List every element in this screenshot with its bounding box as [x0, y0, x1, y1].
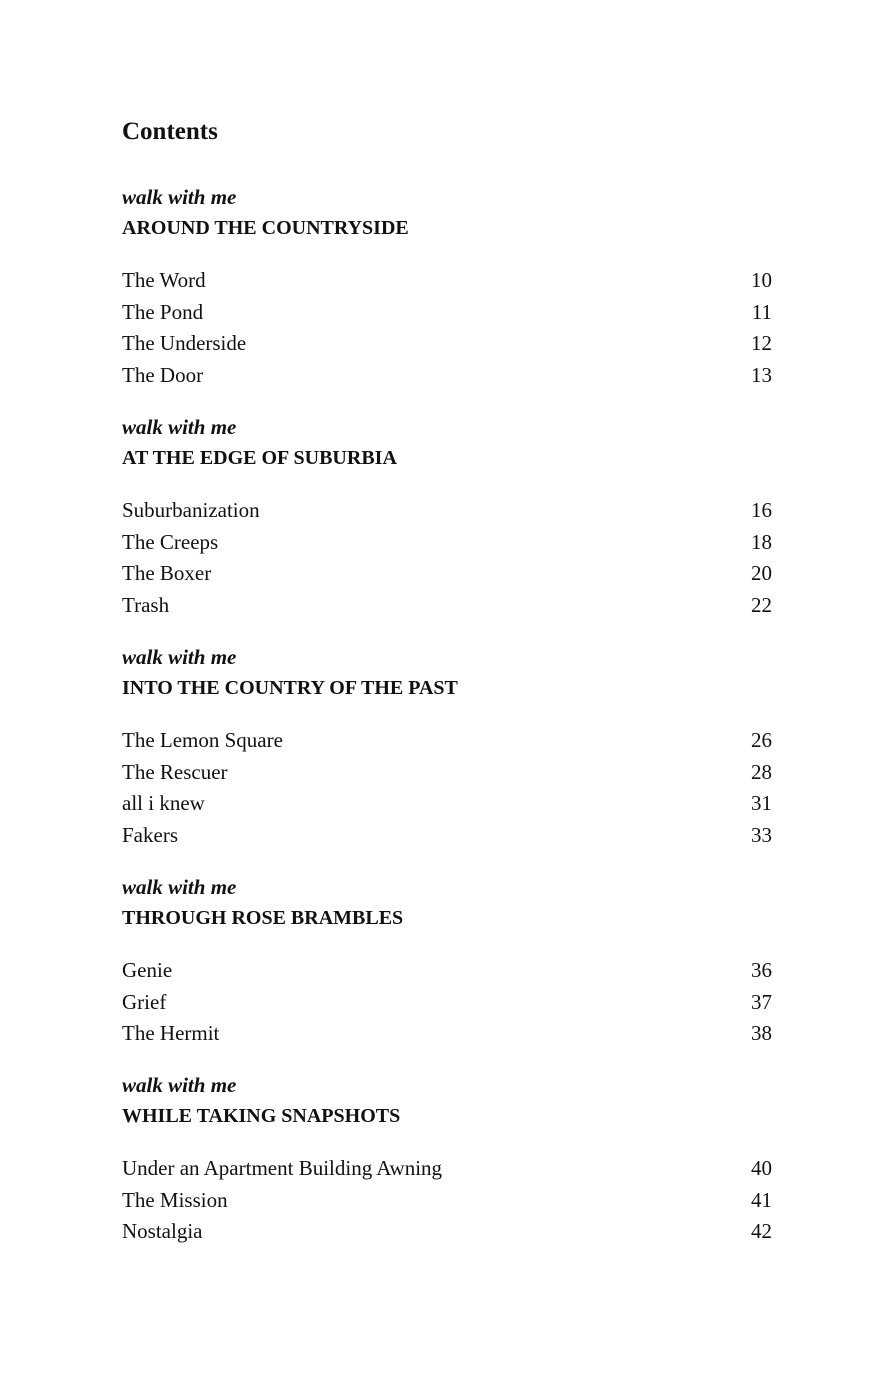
section-kicker: walk with me	[122, 1073, 237, 1097]
entry-title: Suburbanization	[122, 498, 260, 522]
toc-entry[interactable]	[122, 757, 772, 789]
entry-title: Trash	[122, 592, 170, 617]
entry-page-number: 41	[751, 1187, 772, 1212]
entry-title: Grief	[122, 989, 167, 1014]
entry-page-number: 13	[751, 362, 772, 387]
entry-page-number: 38	[751, 1021, 772, 1045]
entry-title: all i knew	[122, 791, 205, 815]
entry-page-number: 33	[751, 822, 772, 847]
entry-page-number: 42	[751, 1219, 772, 1243]
toc-entry[interactable]	[122, 360, 772, 392]
toc-entry[interactable]	[122, 590, 772, 622]
section-kicker: walk with me	[122, 875, 237, 899]
toc-entry[interactable]	[122, 1185, 772, 1217]
toc-entry[interactable]	[122, 1153, 772, 1185]
entry-title: The Lemon Square	[122, 728, 283, 752]
entry-list	[122, 955, 772, 1050]
entry-title: The Door	[122, 362, 204, 387]
toc-entry[interactable]	[122, 987, 772, 1019]
entry-page-number: 22	[751, 592, 772, 617]
entry-page-number: 26	[751, 728, 772, 752]
section-heading: WHILE TAKING SNAPSHOTS	[122, 1105, 401, 1127]
entry-list	[122, 725, 772, 851]
entry-page-number: 36	[751, 958, 772, 982]
toc-entry[interactable]	[122, 1018, 772, 1050]
toc-entry[interactable]	[122, 495, 772, 527]
toc-entry[interactable]	[122, 955, 772, 987]
entry-title: Under an Apartment Building Awning	[122, 1156, 443, 1180]
section-heading: THROUGH ROSE BRAMBLES	[122, 907, 404, 929]
toc-entry[interactable]	[122, 1216, 772, 1248]
section-kicker: walk with me	[122, 185, 237, 209]
section-kicker: walk with me	[122, 645, 237, 669]
toc-section	[122, 1070, 772, 1248]
toc-entry[interactable]	[122, 788, 772, 820]
entry-title: The Underside	[122, 331, 247, 355]
entry-title: The Word	[122, 268, 206, 292]
entry-page-number: 40	[751, 1156, 772, 1180]
entry-title: Nostalgia	[122, 1219, 203, 1243]
toc-section	[122, 872, 772, 1050]
toc-section	[122, 642, 772, 851]
entry-page-number: 16	[751, 498, 772, 522]
entry-page-number: 28	[751, 759, 772, 784]
entry-page-number: 12	[751, 331, 772, 355]
toc-entry[interactable]	[122, 265, 772, 297]
entry-page-number: 37	[751, 989, 772, 1014]
entry-title: Genie	[122, 958, 173, 982]
entry-title: The Boxer	[122, 561, 212, 585]
entry-page-number: 20	[751, 561, 772, 585]
toc-entry[interactable]	[122, 297, 772, 329]
toc-entry[interactable]	[122, 820, 772, 852]
entry-page-number: 10	[751, 268, 772, 292]
section-heading: INTO THE COUNTRY OF THE PAST	[122, 677, 458, 699]
toc-section	[122, 182, 772, 391]
entry-list	[122, 495, 772, 621]
section-heading: AT THE EDGE OF SUBURBIA	[122, 447, 397, 469]
entry-title: The Rescuer	[122, 759, 228, 784]
entry-title: The Pond	[122, 299, 204, 324]
page-title: Contents	[122, 118, 218, 145]
toc-entry[interactable]	[122, 725, 772, 757]
toc-entry[interactable]	[122, 558, 772, 590]
entry-page-number: 18	[751, 529, 772, 554]
entry-title: The Creeps	[122, 529, 219, 554]
section-kicker: walk with me	[122, 415, 237, 439]
section-heading: AROUND THE COUNTRYSIDE	[122, 217, 409, 239]
toc-entry[interactable]	[122, 328, 772, 360]
entry-list	[122, 265, 772, 391]
toc-entry[interactable]	[122, 527, 772, 559]
toc-section	[122, 412, 772, 621]
entry-page-number: 11	[751, 299, 772, 324]
entry-title: The Mission	[122, 1187, 228, 1212]
entry-title: Fakers	[122, 822, 178, 847]
entry-page-number: 31	[751, 791, 772, 815]
entry-title: The Hermit	[122, 1021, 220, 1045]
entry-list	[122, 1153, 772, 1248]
